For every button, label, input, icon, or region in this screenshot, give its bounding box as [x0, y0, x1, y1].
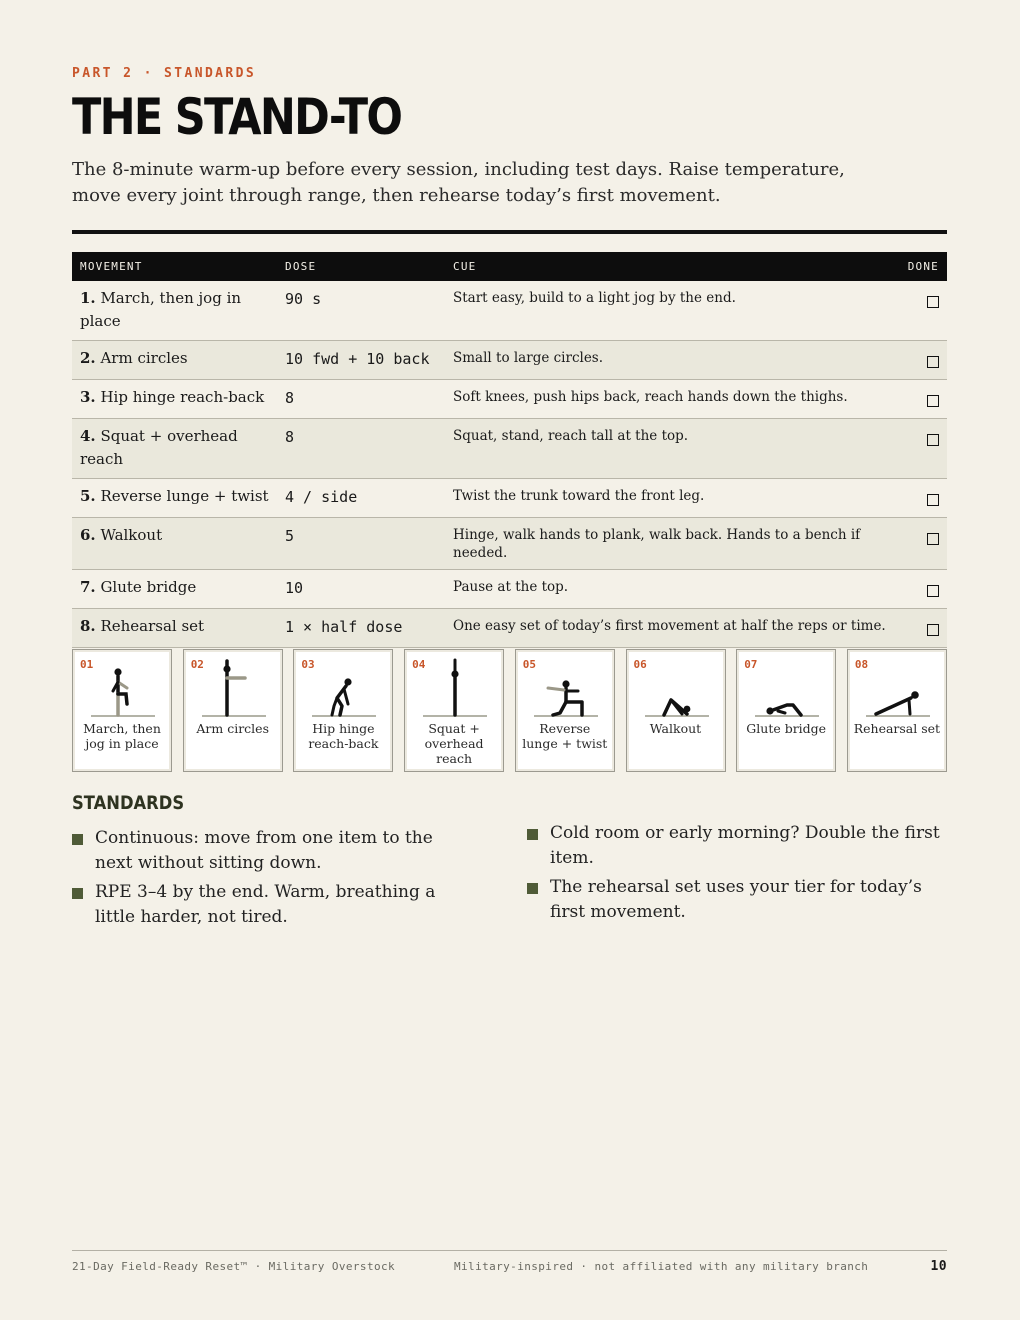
tile-label: Glute bridge [746, 721, 827, 736]
footer-brand: 21-Day Field-Ready Reset™ · Military Overstock [72, 1260, 396, 1273]
header-done: DONE [900, 252, 947, 281]
tile-number: 02 [190, 658, 204, 671]
title-rule [72, 230, 947, 234]
list-item [72, 880, 472, 929]
dose-cell: 90 s [277, 281, 445, 341]
footer-rule [72, 1250, 947, 1251]
page [72, 0, 947, 1320]
movement-cell [72, 609, 277, 648]
done-checkbox[interactable] [927, 585, 939, 597]
hip-hinge-figure-icon [304, 658, 384, 720]
tile-number: 01 [80, 658, 94, 671]
table-row [72, 518, 947, 570]
dose-cell: 10 fwd + 10 back [277, 341, 445, 380]
list-item-text: The rehearsal set uses your tier for today’s first movement. [550, 877, 922, 922]
header-cue: CUE [445, 252, 900, 281]
cue-cell: Hinge, walk hands to plank, walk back. Hands to a bench if needed. [445, 518, 900, 570]
done-cell [900, 341, 947, 380]
done-cell [900, 609, 947, 648]
square-bullet-icon [527, 829, 538, 840]
dose-cell: 10 [277, 570, 445, 609]
done-cell [900, 419, 947, 479]
tile-number: 07 [744, 658, 758, 671]
dose-cell: 4 / side [277, 479, 445, 518]
tile-number: 03 [301, 658, 315, 671]
arm-circles-figure-icon [194, 658, 274, 720]
done-checkbox[interactable] [927, 494, 939, 506]
squat-reach-figure-icon [415, 658, 495, 720]
movement-name: Squat + overhead reach [80, 427, 238, 468]
cue-cell: Soft knees, push hips back, reach hands down the thighs. [445, 380, 900, 419]
table-row [72, 479, 947, 518]
done-checkbox[interactable] [927, 624, 939, 636]
done-checkbox[interactable] [927, 356, 939, 368]
header-dose: DOSE [277, 252, 445, 281]
table-row [72, 570, 947, 609]
standards-right-column [527, 821, 947, 929]
movement-number: 1. [80, 289, 96, 307]
dose-cell: 8 [277, 419, 445, 479]
done-checkbox[interactable] [927, 533, 939, 545]
dose-cell: 5 [277, 518, 445, 570]
movement-name: Walkout [100, 526, 163, 544]
movement-cell [72, 518, 277, 570]
cue-cell: Squat, stand, reach tall at the top. [445, 419, 900, 479]
movement-number: 2. [80, 349, 96, 367]
square-bullet-icon [527, 883, 538, 894]
movement-tile [736, 649, 836, 772]
lunge-twist-figure-icon [526, 658, 606, 720]
square-bullet-icon [72, 888, 83, 899]
movement-number: 7. [80, 578, 96, 596]
tile-number: 04 [412, 658, 426, 671]
movement-name: Hip hinge reach-back [100, 388, 265, 406]
table-row [72, 419, 947, 479]
movement-name: Rehearsal set [100, 617, 205, 635]
movement-cell [72, 479, 277, 518]
table-row [72, 281, 947, 341]
tile-number: 06 [633, 658, 647, 671]
dose-cell: 8 [277, 380, 445, 419]
dose-cell: 1 × half dose [277, 609, 445, 648]
list-item [527, 821, 947, 870]
cue-cell: Small to large circles. [445, 341, 900, 380]
footer-disclaimer: Military-inspired · not affiliated with any military branch [454, 1260, 869, 1273]
movement-number: 5. [80, 487, 96, 505]
done-cell [900, 518, 947, 570]
movement-number: 3. [80, 388, 96, 406]
done-cell [900, 380, 947, 419]
glute-bridge-figure-icon [747, 658, 827, 720]
movement-number: 8. [80, 617, 96, 635]
cue-cell: One easy set of today’s first movement at half the reps or time. [445, 609, 900, 648]
done-cell [900, 281, 947, 341]
walkout-figure-icon [637, 658, 717, 720]
standards-left-column [72, 826, 472, 934]
march-figure-icon [83, 658, 163, 720]
intro-text: The 8-minute warm-up before every session, including test days. Raise temperature, move every joint through range, then rehearse today’s first movement. [72, 159, 845, 206]
done-checkbox[interactable] [927, 395, 939, 407]
movement-cell [72, 419, 277, 479]
movement-name: Arm circles [100, 349, 188, 367]
list-item [527, 875, 947, 924]
movement-table [72, 252, 947, 648]
list-item-text: RPE 3–4 by the end. Warm, breathing a little harder, not tired. [95, 882, 436, 927]
tile-label: Rehearsal set [853, 721, 941, 736]
tile-label: Arm circles [196, 721, 269, 736]
movement-tile [515, 649, 615, 772]
tile-label: Walkout [649, 721, 702, 736]
section-kicker: PART 2 · STANDARDS [72, 66, 257, 81]
cue-cell: Start easy, build to a light jog by the end. [445, 281, 900, 341]
tile-number: 05 [522, 658, 537, 671]
page-title: THE STAND-TO [72, 88, 402, 146]
movement-number: 6. [80, 526, 96, 544]
tile-label: Reverse lunge + twist [522, 721, 608, 751]
movement-cell [72, 281, 277, 341]
table-header-row [72, 252, 947, 281]
movement-tile [626, 649, 726, 772]
table-row [72, 380, 947, 419]
done-checkbox[interactable] [927, 296, 939, 308]
square-bullet-icon [72, 834, 83, 845]
cue-cell: Twist the trunk toward the front leg. [445, 479, 900, 518]
movement-name: Reverse lunge + twist [100, 487, 269, 505]
standards-heading: STANDARDS [72, 792, 185, 814]
movement-tile [293, 649, 393, 772]
rehearsal-figure-icon [858, 658, 938, 720]
page-number: 10 [930, 1259, 947, 1274]
movement-tile [847, 649, 947, 772]
done-cell [900, 479, 947, 518]
movement-name: March, then jog in place [80, 289, 242, 330]
movement-tiles [72, 649, 947, 773]
movement-cell [72, 570, 277, 609]
list-item-text: Continuous: move from one item to the next without sitting down. [95, 828, 433, 873]
done-checkbox[interactable] [927, 434, 939, 446]
movement-tile [183, 649, 283, 772]
tile-number: 08 [854, 658, 869, 671]
list-item [72, 826, 472, 875]
cue-cell: Pause at the top. [445, 570, 900, 609]
header-movement: MOVEMENT [72, 252, 277, 281]
movement-cell [72, 341, 277, 380]
list-item-text: Cold room or early morning? Double the first item. [550, 823, 940, 868]
tile-label: March, then jog in place [83, 721, 161, 751]
movement-tile [404, 649, 504, 772]
done-cell [900, 570, 947, 609]
tile-label: Squat + overhead reach [424, 721, 484, 766]
movement-cell [72, 380, 277, 419]
movement-name: Glute bridge [100, 578, 197, 596]
table-row [72, 341, 947, 380]
table-row [72, 609, 947, 648]
tile-label: Hip hinge reach-back [308, 721, 379, 751]
movement-number: 4. [80, 427, 96, 445]
movement-tile [72, 649, 172, 772]
